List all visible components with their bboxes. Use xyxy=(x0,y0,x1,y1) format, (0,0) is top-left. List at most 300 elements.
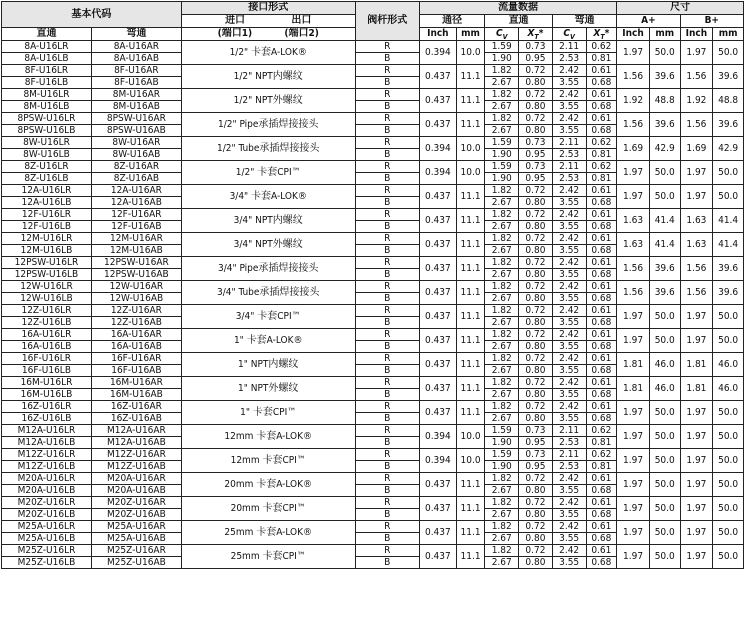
xt-straight: 0.72 xyxy=(519,305,553,317)
elbow-part-number: 12W-U16AR xyxy=(91,281,181,293)
a-mm: 41.4 xyxy=(649,233,680,257)
b-mm: 50.0 xyxy=(713,521,744,545)
cv-elbow: 2.42 xyxy=(552,473,586,485)
xt-straight: 0.72 xyxy=(519,185,553,197)
cv-straight: 2.67 xyxy=(485,293,519,305)
cv-elbow: 3.55 xyxy=(552,413,586,425)
cv-elbow: 2.42 xyxy=(552,497,586,509)
elbow-part-number: 12W-U16AB xyxy=(91,293,181,305)
straight-part-number: M12Z-U16LB xyxy=(2,461,92,473)
elbow-part-number: M25A-U16AR xyxy=(91,521,181,533)
straight-part-number: 12M-U16LB xyxy=(2,245,92,257)
xt-straight: 0.80 xyxy=(519,389,553,401)
xt-straight: 0.72 xyxy=(519,521,553,533)
elbow-part-number: 16M-U16AB xyxy=(91,389,181,401)
port-connection: 1/2" 卡套A-LOK® xyxy=(181,41,355,65)
port-connection: 1" 卡套CPI™ xyxy=(181,401,355,425)
xt-straight: 0.72 xyxy=(519,281,553,293)
xt-elbow: 0.81 xyxy=(586,53,617,65)
cv-elbow: 2.42 xyxy=(552,233,586,245)
bore-inch: 0.437 xyxy=(419,545,456,569)
b-mm: 41.4 xyxy=(713,233,744,257)
cv-elbow: 3.55 xyxy=(552,269,586,281)
xt-straight: 0.72 xyxy=(519,89,553,101)
port-connection: 3/4" NPT外螺纹 xyxy=(181,233,355,257)
table-row xyxy=(2,161,744,173)
b-mm: 39.6 xyxy=(713,281,744,305)
cv-straight: 2.67 xyxy=(485,365,519,377)
xt-elbow: 0.68 xyxy=(586,101,617,113)
cv-elbow: 3.55 xyxy=(552,341,586,353)
elbow-part-number: M20A-U16AB xyxy=(91,485,181,497)
elbow-part-number: M20A-U16AR xyxy=(91,473,181,485)
xt-elbow: 0.61 xyxy=(586,233,617,245)
xt-straight: 0.72 xyxy=(519,233,553,245)
table-row xyxy=(2,209,744,221)
bore-inch: 0.437 xyxy=(419,377,456,401)
table-row xyxy=(2,137,744,149)
bore-inch: 0.437 xyxy=(419,305,456,329)
xt-elbow: 0.61 xyxy=(586,209,617,221)
stem-form: R xyxy=(355,473,419,485)
elbow-part-number: 8Z-U16AR xyxy=(91,161,181,173)
elbow-part-number: 12A-U16AB xyxy=(91,197,181,209)
cv-straight: 2.67 xyxy=(485,485,519,497)
header-dimensions: 尺寸 xyxy=(617,2,744,15)
xt-straight: 0.80 xyxy=(519,341,553,353)
header-flow-data: 流量数据 xyxy=(419,2,616,15)
stem-form: B xyxy=(355,125,419,137)
a-inch: 1.56 xyxy=(617,281,650,305)
cv-elbow: 2.42 xyxy=(552,65,586,77)
elbow-part-number: 8F-U16AB xyxy=(91,77,181,89)
bore-mm: 11.1 xyxy=(456,209,485,233)
cv-straight: 1.82 xyxy=(485,209,519,221)
bore-mm: 10.0 xyxy=(456,425,485,449)
header-flow-straight: 直通 xyxy=(485,15,552,28)
cv-elbow: 3.55 xyxy=(552,533,586,545)
table-row xyxy=(2,281,744,293)
xt-straight: 0.72 xyxy=(519,65,553,77)
b-inch: 1.97 xyxy=(680,521,713,545)
stem-form: R xyxy=(355,65,419,77)
cv-elbow: 3.55 xyxy=(552,125,586,137)
port-connection: 3/4" 卡套A-LOK® xyxy=(181,185,355,209)
b-inch: 1.97 xyxy=(680,401,713,425)
straight-part-number: 8F-U16LB xyxy=(2,77,92,89)
table-row xyxy=(2,329,744,341)
stem-form: B xyxy=(355,221,419,233)
cv-straight: 2.67 xyxy=(485,221,519,233)
stem-form: B xyxy=(355,341,419,353)
b-mm: 39.6 xyxy=(713,65,744,89)
a-mm: 39.6 xyxy=(649,281,680,305)
cv-straight: 2.67 xyxy=(485,101,519,113)
xt-elbow: 0.68 xyxy=(586,509,617,521)
xt-straight: 0.80 xyxy=(519,101,553,113)
cv-elbow: 2.42 xyxy=(552,113,586,125)
stem-form: R xyxy=(355,449,419,461)
xt-elbow: 0.62 xyxy=(586,137,617,149)
elbow-part-number: 8M-U16AB xyxy=(91,101,181,113)
elbow-part-number: 12A-U16AR xyxy=(91,185,181,197)
straight-part-number: 16Z-U16LR xyxy=(2,401,92,413)
bore-inch: 0.437 xyxy=(419,209,456,233)
xt-straight: 0.72 xyxy=(519,497,553,509)
xt-straight: 0.73 xyxy=(519,137,553,149)
a-inch: 1.97 xyxy=(617,449,650,473)
bore-inch: 0.437 xyxy=(419,353,456,377)
port-connection: 25mm 卡套A-LOK® xyxy=(181,521,355,545)
table-row xyxy=(2,353,744,365)
straight-part-number: 12A-U16LB xyxy=(2,197,92,209)
port-connection: 1/2" Pipe承插焊接接头 xyxy=(181,113,355,137)
table-row xyxy=(2,377,744,389)
elbow-part-number: M12A-U16AR xyxy=(91,425,181,437)
header-elbow: 弯通 xyxy=(91,28,181,41)
bore-inch: 0.437 xyxy=(419,473,456,497)
stem-form: R xyxy=(355,257,419,269)
bore-mm: 11.1 xyxy=(456,305,485,329)
bore-mm: 11.1 xyxy=(456,233,485,257)
straight-part-number: 16A-U16LR xyxy=(2,329,92,341)
bore-mm: 11.1 xyxy=(456,113,485,137)
cv-straight: 1.82 xyxy=(485,497,519,509)
cv-elbow: 2.53 xyxy=(552,149,586,161)
stem-form: B xyxy=(355,149,419,161)
cv-straight: 1.82 xyxy=(485,281,519,293)
header-a-inch: Inch xyxy=(617,28,650,41)
xt-straight: 0.72 xyxy=(519,113,553,125)
bore-mm: 11.1 xyxy=(456,521,485,545)
elbow-part-number: 16F-U16AB xyxy=(91,365,181,377)
elbow-part-number: 16A-U16AB xyxy=(91,341,181,353)
elbow-part-number: 12M-U16AB xyxy=(91,245,181,257)
port-connection: 1/2" Tube承插焊接接头 xyxy=(181,137,355,161)
xt-straight: 0.72 xyxy=(519,401,553,413)
stem-form: R xyxy=(355,425,419,437)
header-outlet-sub: (端口2) xyxy=(284,28,319,39)
stem-form: R xyxy=(355,41,419,53)
elbow-part-number: M12Z-U16AR xyxy=(91,449,181,461)
xt-straight: 0.80 xyxy=(519,197,553,209)
cv-straight: 1.59 xyxy=(485,449,519,461)
xt-elbow: 0.61 xyxy=(586,329,617,341)
b-inch: 1.97 xyxy=(680,305,713,329)
xt-straight: 0.95 xyxy=(519,149,553,161)
cv-elbow: 2.42 xyxy=(552,545,586,557)
cv-elbow: 2.42 xyxy=(552,329,586,341)
straight-part-number: M25Z-U16LB xyxy=(2,557,92,569)
header-inlet-sub: (端口1) xyxy=(217,28,253,39)
cv-straight: 1.59 xyxy=(485,425,519,437)
xt-straight: 0.73 xyxy=(519,41,553,53)
cv-elbow: 2.42 xyxy=(552,353,586,365)
cv-straight: 1.59 xyxy=(485,137,519,149)
table-row xyxy=(2,113,744,125)
stem-form: B xyxy=(355,77,419,89)
straight-part-number: 16M-U16LB xyxy=(2,389,92,401)
cv-elbow: 3.55 xyxy=(552,197,586,209)
b-inch: 1.56 xyxy=(680,281,713,305)
cv-elbow: 2.42 xyxy=(552,305,586,317)
cv-elbow: 2.42 xyxy=(552,401,586,413)
xt-elbow: 0.81 xyxy=(586,437,617,449)
elbow-part-number: M20Z-U16AR xyxy=(91,497,181,509)
straight-part-number: 12W-U16LB xyxy=(2,293,92,305)
a-mm: 50.0 xyxy=(649,329,680,353)
straight-part-number: 12Z-U16LR xyxy=(2,305,92,317)
xt-elbow: 0.68 xyxy=(586,221,617,233)
header-xt-straight: $X_T*$ xyxy=(519,28,553,41)
cv-elbow: 3.55 xyxy=(552,509,586,521)
xt-elbow: 0.61 xyxy=(586,497,617,509)
cv-elbow: 3.55 xyxy=(552,293,586,305)
straight-part-number: 8W-U16LR xyxy=(2,137,92,149)
xt-straight: 0.80 xyxy=(519,125,553,137)
xt-straight: 0.72 xyxy=(519,329,553,341)
elbow-part-number: M12A-U16AB xyxy=(91,437,181,449)
straight-part-number: 12A-U16LR xyxy=(2,185,92,197)
a-mm: 50.0 xyxy=(649,473,680,497)
xt-straight: 0.80 xyxy=(519,293,553,305)
b-mm: 50.0 xyxy=(713,497,744,521)
cv-elbow: 3.55 xyxy=(552,365,586,377)
cv-elbow: 2.11 xyxy=(552,161,586,173)
b-mm: 50.0 xyxy=(713,41,744,65)
header-basic-code: 基本代码 xyxy=(2,2,182,28)
stem-form: B xyxy=(355,461,419,473)
port-connection: 25mm 卡套CPI™ xyxy=(181,545,355,569)
b-inch: 1.81 xyxy=(680,377,713,401)
bore-inch: 0.437 xyxy=(419,329,456,353)
straight-part-number: 8M-U16LB xyxy=(2,101,92,113)
bore-inch: 0.437 xyxy=(419,281,456,305)
a-mm: 42.9 xyxy=(649,137,680,161)
a-mm: 46.0 xyxy=(649,377,680,401)
port-connection: 3/4" Pipe承插焊接接头 xyxy=(181,257,355,281)
xt-elbow: 0.68 xyxy=(586,341,617,353)
port-connection: 12mm 卡套CPI™ xyxy=(181,449,355,473)
a-inch: 1.97 xyxy=(617,401,650,425)
header-b-inch: Inch xyxy=(680,28,713,41)
xt-straight: 0.80 xyxy=(519,557,553,569)
header-bore: 通径 xyxy=(419,15,484,28)
cv-straight: 1.82 xyxy=(485,65,519,77)
table-row xyxy=(2,89,744,101)
cv-elbow: 2.42 xyxy=(552,377,586,389)
cv-elbow: 2.42 xyxy=(552,257,586,269)
header-b-mm: mm xyxy=(713,28,744,41)
xt-straight: 0.72 xyxy=(519,473,553,485)
table-row xyxy=(2,449,744,461)
elbow-part-number: M25Z-U16AB xyxy=(91,557,181,569)
stem-form: R xyxy=(355,305,419,317)
bore-mm: 10.0 xyxy=(456,41,485,65)
bore-mm: 10.0 xyxy=(456,137,485,161)
bore-mm: 11.1 xyxy=(456,89,485,113)
bore-inch: 0.437 xyxy=(419,497,456,521)
a-inch: 1.97 xyxy=(617,473,650,497)
xt-straight: 0.80 xyxy=(519,269,553,281)
xt-straight: 0.80 xyxy=(519,221,553,233)
elbow-part-number: 12F-U16AB xyxy=(91,221,181,233)
stem-form: R xyxy=(355,209,419,221)
cv-elbow: 3.55 xyxy=(552,101,586,113)
table-row xyxy=(2,233,744,245)
xt-elbow: 0.61 xyxy=(586,401,617,413)
header-straight: 直通 xyxy=(2,28,92,41)
cv-straight: 1.82 xyxy=(485,401,519,413)
a-inch: 1.97 xyxy=(617,329,650,353)
straight-part-number: 8M-U16LR xyxy=(2,89,92,101)
stem-form: B xyxy=(355,365,419,377)
a-mm: 50.0 xyxy=(649,401,680,425)
header-xt-elbow: $X_T*$ xyxy=(586,28,617,41)
b-mm: 39.6 xyxy=(713,113,744,137)
stem-form: R xyxy=(355,113,419,125)
port-connection: 3/4" 卡套CPI™ xyxy=(181,305,355,329)
cv-straight: 1.82 xyxy=(485,521,519,533)
xt-elbow: 0.61 xyxy=(586,353,617,365)
xt-elbow: 0.68 xyxy=(586,389,617,401)
b-inch: 1.69 xyxy=(680,137,713,161)
straight-part-number: M25A-U16LB xyxy=(2,533,92,545)
cv-straight: 1.90 xyxy=(485,149,519,161)
a-inch: 1.97 xyxy=(617,521,650,545)
port-connection: 1" 卡套A-LOK® xyxy=(181,329,355,353)
b-mm: 50.0 xyxy=(713,329,744,353)
xt-elbow: 0.81 xyxy=(586,149,617,161)
stem-form: R xyxy=(355,137,419,149)
cv-straight: 1.90 xyxy=(485,437,519,449)
cv-elbow: 2.11 xyxy=(552,137,586,149)
cv-straight: 1.82 xyxy=(485,257,519,269)
cv-elbow: 2.42 xyxy=(552,281,586,293)
bore-inch: 0.437 xyxy=(419,521,456,545)
a-mm: 50.0 xyxy=(649,449,680,473)
straight-part-number: 12PSW-U16LR xyxy=(2,257,92,269)
cv-straight: 2.67 xyxy=(485,197,519,209)
b-inch: 1.63 xyxy=(680,233,713,257)
b-mm: 46.0 xyxy=(713,353,744,377)
straight-part-number: 16F-U16LR xyxy=(2,353,92,365)
xt-straight: 0.80 xyxy=(519,245,553,257)
xt-straight: 0.80 xyxy=(519,533,553,545)
table-row xyxy=(2,257,744,269)
table-row xyxy=(2,473,744,485)
xt-elbow: 0.62 xyxy=(586,425,617,437)
bore-mm: 11.1 xyxy=(456,401,485,425)
header-outlet: 出口 xyxy=(291,15,312,26)
a-mm: 50.0 xyxy=(649,425,680,449)
bore-mm: 11.1 xyxy=(456,497,485,521)
straight-part-number: 12F-U16LR xyxy=(2,209,92,221)
cv-straight: 1.82 xyxy=(485,185,519,197)
bore-inch: 0.394 xyxy=(419,137,456,161)
elbow-part-number: M20Z-U16AB xyxy=(91,509,181,521)
b-inch: 1.97 xyxy=(680,161,713,185)
cv-straight: 2.67 xyxy=(485,509,519,521)
bore-mm: 11.1 xyxy=(456,65,485,89)
a-mm: 50.0 xyxy=(649,41,680,65)
a-inch: 1.97 xyxy=(617,41,650,65)
straight-part-number: M20A-U16LR xyxy=(2,473,92,485)
a-inch: 1.63 xyxy=(617,209,650,233)
bore-inch: 0.394 xyxy=(419,425,456,449)
straight-part-number: 8PSW-U16LB xyxy=(2,125,92,137)
elbow-part-number: 12F-U16AR xyxy=(91,209,181,221)
bore-inch: 0.437 xyxy=(419,89,456,113)
straight-part-number: 8F-U16LR xyxy=(2,65,92,77)
cv-straight: 1.82 xyxy=(485,353,519,365)
b-inch: 1.97 xyxy=(680,185,713,209)
stem-form: R xyxy=(355,497,419,509)
xt-elbow: 0.68 xyxy=(586,197,617,209)
xt-elbow: 0.68 xyxy=(586,77,617,89)
xt-elbow: 0.61 xyxy=(586,89,617,101)
a-mm: 50.0 xyxy=(649,545,680,569)
cv-elbow: 2.42 xyxy=(552,209,586,221)
cv-elbow: 3.55 xyxy=(552,221,586,233)
straight-part-number: M12Z-U16LR xyxy=(2,449,92,461)
header-bore-mm: mm xyxy=(456,28,485,41)
elbow-part-number: M25A-U16AB xyxy=(91,533,181,545)
b-mm: 50.0 xyxy=(713,473,744,497)
stem-form: B xyxy=(355,173,419,185)
straight-part-number: 8Z-U16LR xyxy=(2,161,92,173)
cv-straight: 2.67 xyxy=(485,317,519,329)
cv-elbow: 2.53 xyxy=(552,173,586,185)
bore-mm: 11.1 xyxy=(456,185,485,209)
cv-elbow: 3.55 xyxy=(552,317,586,329)
cv-elbow: 3.55 xyxy=(552,485,586,497)
cv-straight: 2.67 xyxy=(485,413,519,425)
straight-part-number: 8PSW-U16LR xyxy=(2,113,92,125)
cv-straight: 1.82 xyxy=(485,545,519,557)
stem-form: B xyxy=(355,509,419,521)
xt-elbow: 0.61 xyxy=(586,521,617,533)
cv-elbow: 2.42 xyxy=(552,185,586,197)
bore-mm: 11.1 xyxy=(456,281,485,305)
xt-elbow: 0.61 xyxy=(586,281,617,293)
bore-inch: 0.437 xyxy=(419,233,456,257)
bore-inch: 0.437 xyxy=(419,113,456,137)
stem-form: R xyxy=(355,233,419,245)
b-inch: 1.97 xyxy=(680,545,713,569)
b-mm: 50.0 xyxy=(713,449,744,473)
xt-elbow: 0.61 xyxy=(586,257,617,269)
stem-form: R xyxy=(355,545,419,557)
xt-elbow: 0.68 xyxy=(586,245,617,257)
xt-elbow: 0.61 xyxy=(586,185,617,197)
cv-straight: 2.67 xyxy=(485,533,519,545)
bore-mm: 10.0 xyxy=(456,161,485,185)
straight-part-number: M25A-U16LR xyxy=(2,521,92,533)
straight-part-number: 8Z-U16LB xyxy=(2,173,92,185)
a-inch: 1.97 xyxy=(617,545,650,569)
cv-elbow: 2.53 xyxy=(552,437,586,449)
xt-elbow: 0.81 xyxy=(586,461,617,473)
stem-form: R xyxy=(355,521,419,533)
table-row xyxy=(2,497,744,509)
xt-straight: 0.95 xyxy=(519,53,553,65)
b-inch: 1.56 xyxy=(680,65,713,89)
cv-elbow: 2.42 xyxy=(552,89,586,101)
stem-form: B xyxy=(355,557,419,569)
straight-part-number: 8W-U16LB xyxy=(2,149,92,161)
elbow-part-number: 8A-U16AR xyxy=(91,41,181,53)
